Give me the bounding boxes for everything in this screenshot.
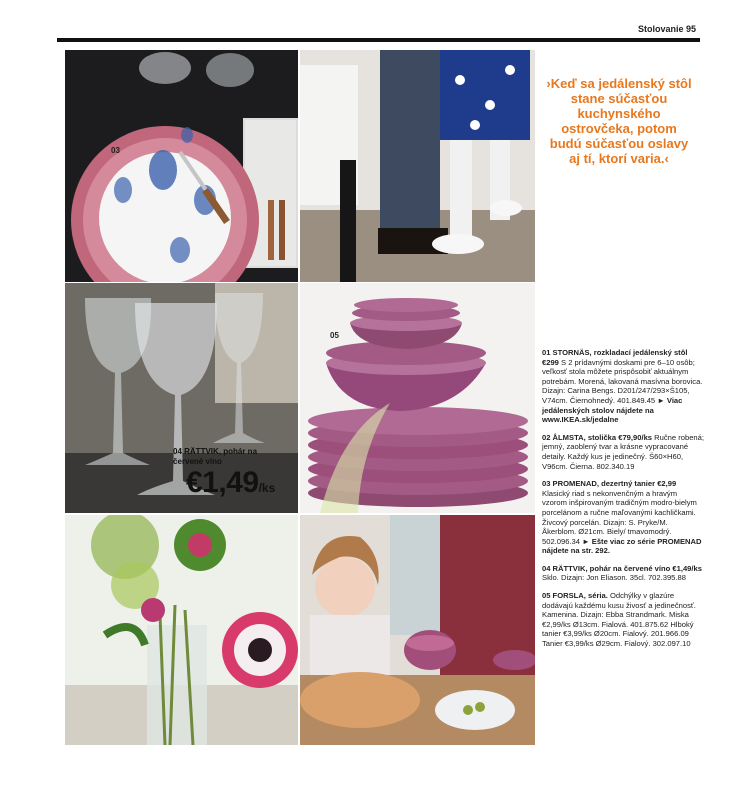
product-body: Ručne robená; jemný, zaoblený tvar a krásne vypracované detaily. Každý kus je jedinečný. Š60×H60, V96cm. Čierna. 802.340.19: [542, 432, 704, 471]
glass-price: [186, 466, 275, 500]
bowls-illustration: [300, 283, 535, 513]
dinner-illustration: [300, 515, 535, 745]
product-item-forsla: [542, 591, 704, 649]
product-body: Klasický riad s nekonvenčným a hravým vzorom inšpirovaným tradičným modro-bielym porcelánom a ručne maľovanými kachličkami. Živcový porcelán. Dizajn: S. Pryke/M. Åkerblom. Ø21cm. Biely/ tmavomodrý. 502.096.34: [542, 488, 697, 546]
product-link[interactable]: ► Viac jedálenských stolov nájdete na www.IKEA.sk/jedalne: [542, 395, 683, 425]
product-item-almsta: [542, 433, 704, 471]
product-body: Odchýlky v glazúre dodávajú každému kusu živosť a jedinečnosť. Kamenina. Dizajn: Ebba Strandmark. Miska €2,99/ks Ø13cm. Fialová. 401.875.62 Hlboký tanier €3,99/ks Ø20cm. Fialový. 201.966.09 Tanier €3,99/ks Ø29cm. Fialový. 302.097.10: [542, 591, 696, 649]
product-item-promenad: [542, 479, 704, 556]
photo-people: [300, 50, 535, 282]
product-body: Sklo. Dizajn: Jon Eliason. 35cl. 702.395.88: [542, 573, 686, 583]
product-title: 01 STORNÄS, rozkladací jedálenský stôl €299: [542, 348, 688, 367]
page-number: Stolovanie 95: [637, 24, 696, 34]
photo-bowls: [300, 283, 535, 513]
product-body: S 2 prídavnými doskami pre 6–10 osôb; veľkosť stola môžete prispôsobiť aktuálnym potrebám. Morená, lakovaná masívna borovica. Dizajn: Carina Bengs. D201/247/293×Š105, V74cm. Čiernohnedý. 401.849.45: [542, 357, 703, 405]
photo-plate: [65, 50, 298, 282]
photo-flowers: [65, 515, 298, 745]
glass-caption: 04 RÄTTVIK, pohár na červené víno: [173, 447, 258, 466]
plate-label: 03: [111, 146, 120, 155]
glass-price-unit: /ks: [258, 481, 276, 495]
product-link[interactable]: ► Ešte viac zo série PROMENAD nájdete na str. 292.: [542, 536, 702, 556]
people-illustration: [300, 50, 535, 282]
product-title: 04 RÄTTVIK, pohár na červené víno €1,49/ks: [542, 563, 702, 573]
product-item-rattvik: [542, 564, 704, 583]
photo-dinner: [300, 515, 535, 745]
product-title: 05 FORSLA, séria.: [542, 591, 608, 601]
pull-quote: ›Keď sa jedálenský stôl stane súčasťou kuchynského ostrovčeka, potom budú súčasťou oslavy aj tí, ktorí varia.‹: [546, 76, 692, 166]
flowers-illustration: [65, 515, 298, 745]
plate-illustration: [65, 50, 298, 282]
product-list: [542, 348, 704, 657]
glass-price-value: €1,49: [186, 466, 259, 499]
product-title: 03 PROMENAD, dezertný tanier €2,99: [542, 479, 677, 489]
product-item-stornas: [542, 348, 704, 425]
bowls-label: 05: [330, 331, 339, 340]
product-title: 02 ÅLMSTA, stolička €79,90/ks: [542, 432, 653, 442]
top-rule: [57, 38, 700, 42]
